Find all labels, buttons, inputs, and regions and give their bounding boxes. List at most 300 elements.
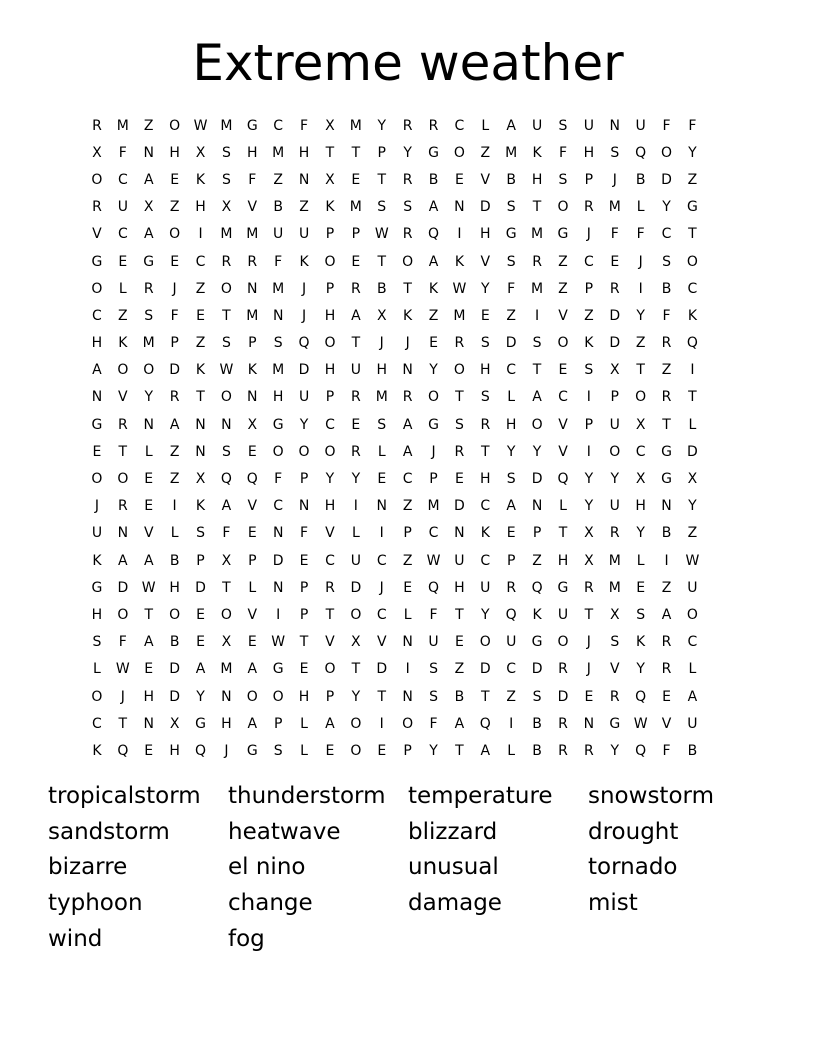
grid-letter: K [195, 362, 206, 379]
grid-letter: Z [273, 171, 283, 188]
word-list-item: tornado [588, 854, 678, 881]
grid-letter: B [532, 742, 542, 759]
grid-letter: B [273, 199, 283, 216]
grid-letter: S [221, 335, 231, 352]
grid-letter: U [273, 226, 284, 243]
grid-letter: H [272, 389, 284, 406]
grid-letter: U [298, 389, 310, 406]
grid-letter: Z [687, 171, 698, 188]
grid-letter: D [479, 661, 491, 678]
word-list-item: bizarre [48, 854, 128, 881]
grid-letter: Y [481, 280, 490, 297]
grid-letter: O [324, 661, 336, 678]
grid-letter: O [686, 606, 698, 623]
grid-letter: A [169, 416, 180, 433]
grid-letter: E [351, 416, 361, 433]
grid-letter: D [609, 307, 621, 324]
grid-letter: S [403, 199, 413, 216]
grid-letter: Z [169, 443, 180, 460]
grid-letter: M [272, 144, 285, 161]
grid-letter: X [92, 144, 102, 161]
grid-letter: N [195, 416, 206, 433]
grid-letter: E [480, 307, 490, 324]
grid-letter: N [247, 389, 258, 406]
grid-letter: T [688, 226, 697, 243]
grid-letter: X [609, 606, 620, 623]
grid-letter: G [428, 144, 439, 161]
grid-letter: M [427, 498, 440, 515]
grid-letter: A [532, 389, 542, 406]
grid-letter: J [431, 443, 436, 460]
grid-letter: A [143, 552, 154, 569]
grid-letter: D [376, 661, 388, 678]
grid-letter: E [144, 471, 154, 488]
grid-letter: K [92, 552, 102, 569]
grid-letter: N [298, 171, 310, 188]
grid-letter: X [195, 471, 206, 488]
grid-letter: C [428, 525, 439, 542]
grid-letter: Q [635, 688, 647, 705]
grid-letter: M [453, 307, 466, 324]
grid-letter: C [687, 634, 698, 651]
grid-letter: R [402, 171, 413, 188]
grid-letter: E [118, 253, 128, 270]
grid-letter: P [325, 688, 335, 705]
grid-letter: G [246, 742, 258, 759]
grid-letter: K [428, 280, 439, 297]
grid-letter: V [376, 634, 387, 651]
grid-letter: F [610, 226, 619, 243]
grid-letter: E [454, 634, 464, 651]
grid-letter: Z [169, 199, 180, 216]
grid-letter: V [558, 416, 568, 433]
grid-letter: R [584, 579, 594, 596]
grid-letter: M [349, 199, 362, 216]
grid-letter: H [454, 579, 465, 596]
grid-letter: Q [298, 335, 310, 352]
grid-letter: B [635, 171, 646, 188]
grid-letter: D [195, 579, 206, 596]
grid-letter: R [609, 525, 620, 542]
grid-letter: Q [246, 471, 258, 488]
grid-letter: G [246, 117, 258, 134]
grid-letter: V [247, 606, 258, 623]
grid-letter: H [480, 362, 491, 379]
grid-row [84, 438, 734, 465]
grid-letter: O [220, 280, 232, 297]
grid-letter: O [272, 688, 284, 705]
grid-letter: O [169, 117, 181, 134]
grid-letter: U [506, 634, 517, 651]
grid-letter: T [688, 389, 697, 406]
grid-letter: I [405, 661, 410, 678]
grid-row [84, 683, 734, 710]
grid-letter: T [584, 606, 594, 623]
grid-letter: F [170, 307, 179, 324]
grid-letter: F [300, 525, 309, 542]
grid-letter: M [142, 335, 155, 352]
grid-letter: D [454, 498, 465, 515]
grid-letter: G [272, 416, 284, 433]
grid-letter: K [325, 199, 335, 216]
grid-letter: Z [506, 688, 516, 705]
grid-letter: P [584, 416, 594, 433]
grid-letter: Y [299, 416, 309, 433]
grid-letter: H [91, 606, 103, 623]
grid-letter: D [169, 661, 180, 678]
grid-letter: B [454, 688, 465, 705]
grid-letter: C [92, 715, 102, 732]
grid-letter: Y [636, 661, 645, 678]
grid-letter: Q [635, 742, 647, 759]
grid-letter: P [273, 715, 283, 732]
grid-letter: N [117, 525, 129, 542]
grid-letter: S [610, 144, 620, 161]
grid-letter: K [195, 171, 206, 188]
grid-letter: Q [686, 335, 698, 352]
grid-letter: F [662, 307, 671, 324]
grid-letter: G [661, 471, 672, 488]
grid-letter: E [170, 253, 180, 270]
grid-letter: T [377, 253, 387, 270]
grid-letter: E [351, 171, 361, 188]
grid-letter: X [325, 171, 335, 188]
grid-row [84, 194, 734, 221]
grid-letter: B [169, 552, 180, 569]
grid-letter: N [272, 525, 284, 542]
grid-letter: F [222, 525, 231, 542]
grid-letter: V [247, 498, 258, 515]
grid-letter: O [661, 144, 673, 161]
grid-letter: O [557, 199, 569, 216]
grid-letter: T [455, 742, 464, 759]
grid-letter: S [273, 742, 283, 759]
grid-letter: B [376, 280, 387, 297]
grid-letter: L [507, 389, 516, 406]
grid-letter: J [586, 661, 591, 678]
grid-letter: A [661, 606, 672, 623]
grid-row [84, 465, 734, 492]
grid-letter: T [636, 362, 645, 379]
grid-letter: S [429, 688, 438, 705]
grid-letter: H [298, 144, 310, 161]
grid-letter: Z [661, 579, 672, 596]
grid-letter: O [117, 362, 129, 379]
grid-letter: R [480, 416, 491, 433]
grid-letter: N [454, 199, 465, 216]
grid-letter: I [198, 226, 203, 243]
grid-letter: Y [688, 498, 697, 515]
grid-letter: H [480, 226, 491, 243]
grid-letter: R [454, 335, 465, 352]
grid-letter: J [379, 335, 384, 352]
grid-letter: C [376, 606, 387, 623]
grid-letter: U [609, 498, 620, 515]
grid-letter: T [662, 416, 671, 433]
word-list-item: blizzard [408, 818, 498, 845]
grid-letter: Y [636, 525, 645, 542]
grid-letter: P [299, 579, 309, 596]
grid-letter: F [274, 253, 283, 270]
grid-letter: N [272, 307, 284, 324]
grid-letter: S [558, 117, 568, 134]
grid-letter: L [688, 661, 697, 678]
grid-letter: X [325, 117, 335, 134]
grid-letter: I [509, 715, 514, 732]
grid-row [84, 248, 734, 275]
grid-letter: C [480, 552, 491, 569]
grid-letter: O [91, 171, 103, 188]
grid-letter: W [141, 579, 156, 596]
grid-letter: Q [117, 742, 129, 759]
grid-letter: H [221, 715, 232, 732]
grid-letter: A [221, 498, 232, 515]
grid-letter: J [405, 335, 410, 352]
grid-letter: T [532, 199, 542, 216]
grid-letter: H [169, 579, 180, 596]
grid-letter: S [610, 634, 620, 651]
grid-letter: H [91, 335, 103, 352]
grid-letter: R [532, 253, 542, 270]
grid-letter: A [454, 715, 465, 732]
grid-letter: Q [635, 144, 647, 161]
grid-letter: X [195, 144, 206, 161]
grid-letter: T [377, 171, 387, 188]
grid-letter: T [377, 688, 387, 705]
grid-letter: U [531, 117, 543, 134]
grid-row [84, 221, 734, 248]
grid-letter: Z [299, 199, 309, 216]
grid-letter: R [117, 416, 128, 433]
grid-letter: R [428, 117, 439, 134]
grid-letter: J [612, 171, 617, 188]
grid-letter: T [325, 606, 335, 623]
grid-letter: O [350, 715, 362, 732]
grid-letter: H [143, 688, 154, 705]
grid-letter: N [298, 498, 310, 515]
grid-letter: L [688, 416, 697, 433]
grid-letter: R [661, 634, 672, 651]
grid-letter: T [118, 715, 128, 732]
grid-letter: N [221, 688, 232, 705]
grid-letter: C [480, 498, 491, 515]
grid-letter: G [428, 416, 439, 433]
grid-letter: R [609, 280, 620, 297]
grid-letter: R [661, 661, 672, 678]
grid-letter: M [246, 226, 259, 243]
grid-letter: Y [481, 606, 490, 623]
grid-letter: U [583, 117, 594, 134]
grid-letter: D [687, 443, 698, 460]
grid-letter: U [557, 606, 569, 623]
grid-letter: E [429, 335, 438, 352]
grid-letter: L [300, 742, 308, 759]
grid-letter: L [118, 280, 127, 297]
grid-letter: E [144, 742, 154, 759]
grid-letter: U [454, 552, 465, 569]
grid-letter: I [172, 498, 177, 515]
grid-letter: F [300, 117, 309, 134]
grid-letter: R [609, 688, 620, 705]
grid-letter: R [558, 661, 568, 678]
grid-letter: W [426, 552, 441, 569]
grid-letter: P [429, 471, 438, 488]
grid-letter: N [143, 715, 154, 732]
grid-letter: F [118, 144, 127, 161]
grid-letter: S [429, 661, 438, 678]
grid-letter: A [92, 362, 102, 379]
grid-letter: K [687, 307, 698, 324]
grid-letter: V [325, 634, 335, 651]
grid-letter: Y [351, 688, 361, 705]
grid-letter: G [687, 199, 698, 216]
grid-letter: E [662, 688, 671, 705]
grid-letter: H [324, 498, 336, 515]
grid-letter: E [247, 443, 257, 460]
grid-letter: R [92, 117, 102, 134]
grid-letter: U [635, 117, 646, 134]
grid-letter: V [558, 307, 568, 324]
grid-letter: W [193, 117, 208, 134]
grid-letter: O [402, 715, 414, 732]
grid-letter: Q [557, 471, 569, 488]
grid-letter: S [532, 335, 542, 352]
grid-letter: F [429, 606, 438, 623]
grid-letter: M [608, 579, 621, 596]
grid-letter: L [636, 552, 645, 569]
word-list-item: wind [48, 925, 103, 952]
grid-row [84, 710, 734, 737]
grid-letter: S [506, 199, 516, 216]
grid-letter: T [455, 389, 464, 406]
grid-row [84, 166, 734, 193]
grid-letter: P [403, 525, 412, 542]
grid-letter: L [377, 443, 386, 460]
grid-letter: Z [402, 552, 413, 569]
grid-letter: M [220, 661, 233, 678]
grid-letter: S [584, 362, 594, 379]
grid-letter: A [143, 634, 154, 651]
grid-letter: G [609, 715, 621, 732]
grid-letter: I [276, 606, 281, 623]
grid-letter: N [143, 416, 154, 433]
grid-letter: X [635, 471, 646, 488]
grid-letter: B [506, 171, 516, 188]
grid-letter: S [196, 525, 205, 542]
grid-letter: G [505, 226, 517, 243]
grid-letter: U [298, 226, 310, 243]
grid-letter: Y [429, 742, 438, 759]
grid-row [84, 574, 734, 601]
grid-letter: D [531, 661, 543, 678]
grid-letter: C [506, 661, 517, 678]
grid-letter: M [272, 362, 285, 379]
grid-letter: P [351, 226, 361, 243]
grid-letter: V [609, 661, 620, 678]
grid-letter: D [479, 199, 491, 216]
grid-letter: Z [532, 552, 542, 569]
grid-letter: F [558, 144, 567, 161]
grid-letter: S [221, 171, 231, 188]
grid-letter: O [557, 335, 569, 352]
grid-letter: S [480, 335, 490, 352]
grid-letter: S [506, 253, 516, 270]
grid-letter: P [584, 171, 594, 188]
grid-letter: T [481, 688, 490, 705]
grid-letter: U [480, 579, 491, 596]
grid-letter: C [273, 117, 284, 134]
grid-letter: D [557, 688, 569, 705]
grid-letter: S [377, 199, 387, 216]
word-list-item: unusual [408, 854, 499, 881]
grid-letter: F [248, 171, 257, 188]
grid-letter: N [402, 634, 413, 651]
grid-letter: G [557, 226, 569, 243]
grid-letter: H [505, 416, 517, 433]
grid-letter: B [661, 280, 672, 297]
grid-letter: R [247, 253, 258, 270]
grid-letter: Z [635, 335, 646, 352]
grid-letter: L [144, 443, 153, 460]
grid-row [84, 112, 734, 139]
grid-letter: M [116, 117, 129, 134]
grid-letter: P [610, 389, 619, 406]
grid-letter: Z [584, 307, 594, 324]
grid-letter: A [506, 498, 516, 515]
grid-letter: F [507, 280, 516, 297]
grid-letter: T [558, 525, 568, 542]
grid-letter: P [248, 335, 257, 352]
grid-letter: Y [351, 471, 361, 488]
grid-letter: E [377, 742, 387, 759]
word-list-item: tropicalstorm [48, 783, 201, 809]
word-list-item: el nino [228, 854, 306, 881]
grid-letter: N [221, 416, 232, 433]
grid-letter: Z [143, 117, 154, 134]
grid-letter: J [302, 307, 307, 324]
grid-letter: U [350, 552, 361, 569]
grid-letter: S [662, 253, 671, 270]
grid-letter: S [454, 416, 464, 433]
grid-letter: D [350, 579, 362, 596]
grid-letter: R [402, 117, 413, 134]
grid-letter: Z [687, 525, 698, 542]
grid-letter: T [196, 389, 205, 406]
grid-letter: X [609, 362, 620, 379]
grid-letter: E [196, 606, 205, 623]
grid-letter: I [457, 226, 462, 243]
word-list-item: fog [228, 925, 265, 952]
grid-letter: G [531, 634, 543, 651]
grid-letter: P [325, 389, 335, 406]
grid-row [84, 139, 734, 166]
grid-letter: K [299, 253, 309, 270]
grid-letter: A [428, 253, 439, 270]
grid-letter: Z [428, 307, 439, 324]
grid-letter: Z [480, 144, 491, 161]
grid-letter: A [687, 688, 698, 705]
grid-letter: V [558, 443, 568, 460]
grid-letter: H [247, 144, 258, 161]
grid-letter: C [376, 552, 387, 569]
grid-letter: N [402, 688, 413, 705]
grid-letter: Z [195, 335, 206, 352]
grid-row [84, 656, 734, 683]
word-list-item: sandstorm [48, 818, 170, 845]
grid-letter: E [144, 498, 154, 515]
grid-letter: M [246, 307, 259, 324]
grid-letter: C [117, 171, 128, 188]
